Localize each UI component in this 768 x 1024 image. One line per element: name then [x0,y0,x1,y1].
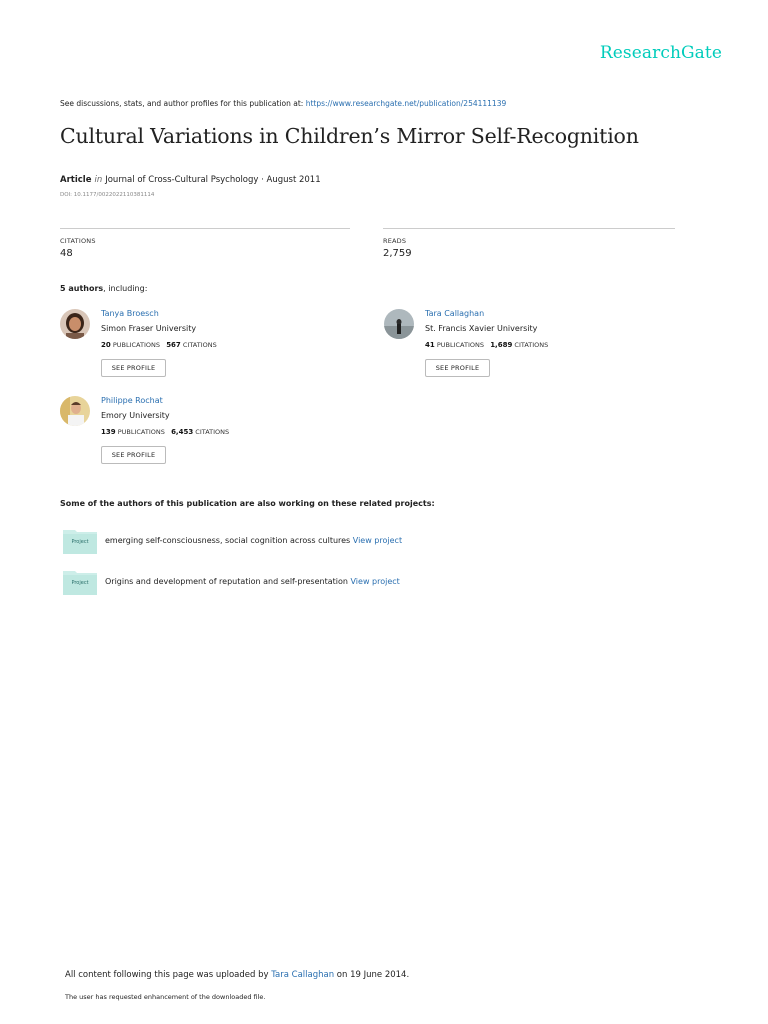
author-publications-count: 139 [101,428,116,436]
enhancement-footnote: The user has requested enhancement of the downloaded file. [65,993,266,1001]
author-citations-label: CITATIONS [195,428,230,436]
author-stats [425,341,548,349]
author-name-link[interactable]: Tanya Broesch [101,309,159,318]
citations-value: 48 [60,248,73,259]
publication-title: Cultural Variations in Children’s Mirror Self-Recognition [60,124,639,148]
project-title: emerging self-consciousness, social cognition across cultures [105,536,351,545]
project-folder-icon [63,569,97,595]
author-institution: Emory University [101,411,170,420]
author-publications-label: PUBLICATIONS [117,428,165,436]
reads-value: 2,759 [383,248,412,259]
publication-url-link[interactable]: https://www.researchgate.net/publication/254111139 [305,99,507,108]
upload-notice [65,970,409,980]
author-stats [101,428,229,436]
upload-prefix: All content following this page was uploaded by [65,970,272,980]
avatar-tanya-broesch[interactable] [60,309,90,339]
authors-heading [60,284,147,293]
author-publications-label: PUBLICATIONS [112,341,160,349]
author-citations-label: CITATIONS [182,341,217,349]
upload-suffix: on 19 June 2014. [334,970,410,980]
uploader-link[interactable]: Tara Callaghan [271,970,335,980]
see-profile-button[interactable]: SEE PROFILE [425,359,490,377]
project-title: Origins and development of reputation and self-presentation [105,577,348,586]
project-icon-label: Project [71,539,89,545]
author-institution: St. Francis Xavier University [425,324,538,333]
doi: DOI: 10.1177/0022022110381114 [60,192,155,198]
see-profile-button[interactable]: SEE PROFILE [101,359,166,377]
author-publications-label: PUBLICATIONS [436,341,484,349]
authors-count: 5 authors [60,284,104,293]
avatar-photo-icon [60,309,90,339]
discussion-notice-text: See discussions, stats, and author profiles for this publication at: [60,99,306,108]
journal-info: Journal of Cross-Cultural Psychology · August 2011 [105,175,321,185]
project-item [105,577,400,586]
author-name-link[interactable]: Tara Callaghan [425,309,485,318]
author-stats [101,341,217,349]
project-item [105,536,402,545]
article-in: in [94,175,103,185]
view-project-link[interactable]: View project [352,536,403,545]
discussion-notice [60,99,506,108]
reads-divider [383,228,675,229]
author-citations-count: 6,453 [171,428,194,436]
reads-label: READS [383,237,407,245]
author-citations-count: 567 [166,341,181,349]
citations-label: CITATIONS [60,237,96,245]
avatar-tara-callaghan[interactable] [384,309,414,339]
authors-suffix: , including: [103,284,148,293]
author-name-link[interactable]: Philippe Rochat [101,396,163,405]
see-profile-button[interactable]: SEE PROFILE [101,446,166,464]
related-projects-heading: Some of the authors of this publication are also working on these related projects: [60,499,435,508]
author-citations-label: CITATIONS [514,341,549,349]
author-publications-count: 20 [101,341,111,349]
project-folder-icon [63,528,97,554]
citations-divider [60,228,350,229]
article-type: Article [60,175,92,185]
view-project-link[interactable]: View project [350,577,400,586]
author-institution: Simon Fraser University [101,324,197,333]
author-publications-count: 41 [425,341,435,349]
researchgate-logo[interactable]: ResearchGate [599,43,722,63]
avatar-philippe-rochat[interactable] [60,396,90,426]
project-icon-label: Project [71,580,89,586]
article-info [60,175,321,185]
author-citations-count: 1,689 [490,341,513,349]
avatar-photo-icon [384,309,414,339]
avatar-photo-icon [60,396,90,426]
